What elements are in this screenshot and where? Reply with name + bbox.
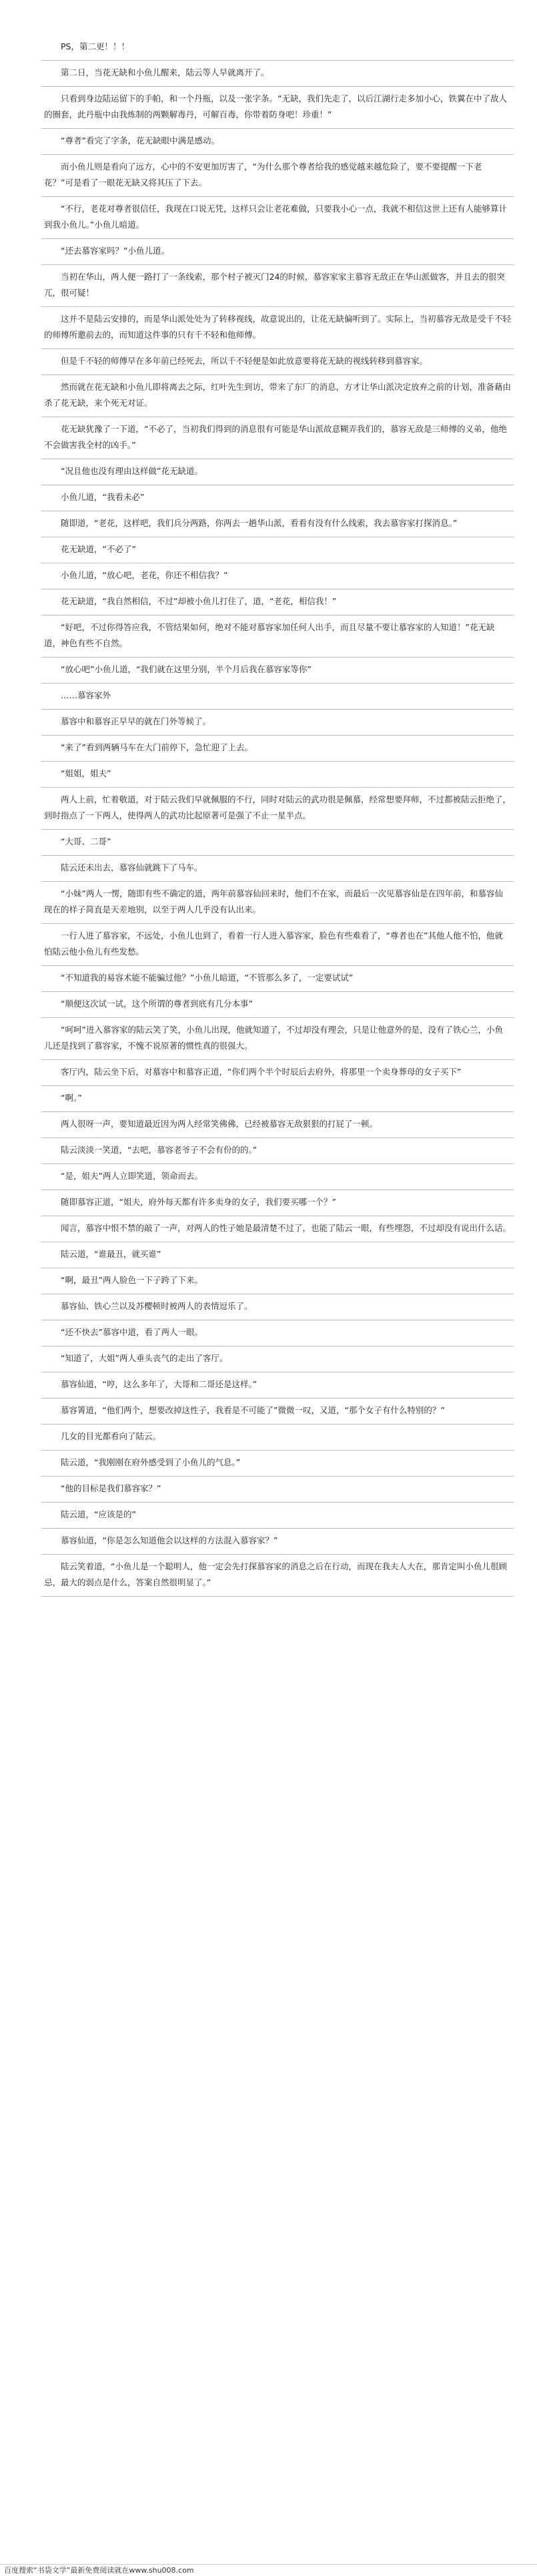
paragraph: 陆云淡淡一笑道，“去吧，慕容老爷子不会有份的的。” [41,1138,514,1164]
paragraph: “是，姐夫”两人立即笑道，领命而去。 [41,1164,514,1190]
paragraph: 慕容仙、铁心兰以及苏樱顿时被两人的表情逗乐了。 [41,1294,514,1320]
paragraph: “啊。” [41,1086,514,1112]
paragraph: 两人上前，忙着敬道，对于陆云我们早就佩服的不行，同时对陆云的武功很是佩慕，经常想要拜师，不过都被陆云拒绝了，到时指点了一下两人，使得两人的武功比起原著可是强了不止一星半点。 [41,788,514,830]
footer-text: 百度搜索“书袋文学”最新免费阅读就在www.shu008.com [4,2566,194,2575]
paragraph: 陆云笑着道，“小鱼儿是一个聪明人，他一定会先打探慕容家的消息之后在行动，而现在我夫人大在，那肯定叫小鱼儿很顾忌，最大的弱点是什么，答案自然很明显了。” [41,1555,514,1597]
paragraph: “他的目标是我们慕容家？” [41,1477,514,1503]
paragraph: PS，第二更！！！ [41,35,514,61]
paragraph: “姐姐，姐夫” [41,762,514,788]
paragraph: 陆云还未出去，慕容仙就跳下了马车。 [41,856,514,882]
paragraph: 只看到身边陆运留下的手帕，和一个丹瓶，以及一张字条。“无缺，我们先走了，以后江湖行走多加小心，铁翼在中了敌人的圈套，此丹瓶中由我炼制的两颗解毒丹，可解百毒，你带着防身吧！珍重！” [41,87,514,129]
paragraph: “尊者”看完了字条，花无缺眼中满是感动。 [41,129,514,155]
paragraph: “好吧，不过你得答应我，不管结果如何，绝对不能对慕容家加任何人出手，而且尽量不要让慕容家的人知道！”花无缺道，神色有些不自然。 [41,615,514,658]
site-footer [0,2564,537,2576]
paragraph: 慕容仙道，“你是怎么知道他会以这样的方法混入慕容家？” [41,1529,514,1555]
paragraph: 几女的目光都看向了陆云。 [41,1425,514,1451]
paragraph: “不知道我的易容术能不能骗过他？”小鱼儿暗道，“不管那么多了，一定要试试” [41,966,514,992]
paragraph: 慕容中和慕容正早早的就在门外等候了。 [41,710,514,736]
paragraph: “还去慕容家吗？”小鱼儿道。 [41,239,514,265]
paragraph: 随即慕容正道，“姐夫，府外每天都有许多卖身的女子，我们要买哪一个？” [41,1190,514,1216]
paragraph: 花无缺道，“我自然相信，不过”却被小鱼儿打住了，道，“老花，相信我！” [41,589,514,615]
paragraph: “不行，老花对尊者很信任，我现在口说无凭，这样只会让老花难做，只要我小心一点，我就不相信这世上还有人能够算计到我小鱼儿。”小鱼儿暗道。 [41,197,514,239]
paragraph: “呵呵”进入慕容家的陆云笑了笑，小鱼儿出现，他就知道了，不过却没有理会，只是让他意外的是，没有了铁心兰，小鱼儿还是找到了慕容家，不愧不说原著的惯性真的很强大。 [41,1018,514,1060]
paragraph: 陆云道，“谁最丑，就买谁” [41,1242,514,1268]
paragraph: “小妹”两人一愣，随即有些不确定的道，两年前慕容仙回来时，他们不在家，而最后一次见慕容仙是在四年前，和慕容仙现在的样子简直是天差地别，以至于两人几乎没有认出来。 [41,882,514,924]
paragraph: 花无缺犹豫了一下道，“不必了，当初我们得到的消息很有可能是华山派故意糊弄我们的，慕容无敌是三师傅的义弟，他绝不会做害我全村的凶手。” [41,417,514,459]
paragraph: 这并不是陆云安排的，而是华山派处处为了转移视线，故意说出的，让花无缺偏听到了。实际上，当初慕容无敌是受千不轻的师傅所邀前去的，而知道这件事的只有千不轻和他师傅。 [41,307,514,349]
paragraph: ……慕容家外 [41,684,514,710]
paragraph: “顺便这次试一试，这个所谓的尊者到底有几分本事” [41,992,514,1018]
paragraph: “还不快去”慕容中道，看了两人一眼。 [41,1320,514,1346]
paragraph: 花无缺道，“不必了” [41,537,514,563]
paragraph: “况且他也没有理由这样做”花无缺道。 [41,459,514,485]
paragraph: 慕容箐道，“他们两个，想要改掉这性子，我看是不可能了”微微一叹，又道，“那个女子有什么特别的？” [41,1398,514,1425]
paragraph: “知道了，大姐”两人垂头丧气的走出了客厅。 [41,1346,514,1372]
paragraph: 当初在华山，两人便一路打了一条线索，那个村子被灭门24的时候，慕容家家主慕容无敌正在华山派做客，并且去的很突兀，很可疑！ [41,265,514,307]
paragraph: 而小鱼儿则是看向了远方，心中的不安更加厉害了，“为什么那个尊者给我的感觉越来越危险了，要不要提醒一下老花？”可是看了一眼花无缺又将其压了下去。 [41,155,514,197]
paragraph: 然而就在花无缺和小鱼儿即将离去之际，红叶先生到访，带来了东厂的消息，方才让华山派决定放弃之前的计划，准备藉由杀了花无缺，来个死无对证。 [41,375,514,417]
paragraph: 闻言，慕容中恨不禁的敲了一声，对两人的性子她是最清楚不过了，也能了陆云一眼，有些埋怨，不过却没有说出什么话。 [41,1216,514,1242]
paragraph: 第二日，当花无缺和小鱼儿醒来，陆云等人早就离开了。 [41,61,514,87]
paragraph: 随即道，“老花，这样吧，我们兵分两路，你两去一趟华山派，看看有没有什么线索，我去慕容家打探消息。” [41,511,514,537]
paragraph: 两人很呀一声，要知道最近因为两人经常笑佛佛，已经被慕容无敌狠狠的打屁了一顿。 [41,1112,514,1138]
paragraph: “大哥、二哥” [41,830,514,856]
paragraph: 客厅内，陆云坐下后，对慕容中和慕容正道，“你们两个半个时辰后去府外，将那里一个卖身葬母的女子买下” [41,1060,514,1086]
chapter-body [41,35,514,1597]
paragraph: 小鱼儿道，“我看未必” [41,485,514,511]
paragraph: 慕容仙道，“哼，这么多年了，大哥和二哥还是这样。” [41,1372,514,1398]
paragraph: 小鱼儿道，“放心吧，老花，你还不相信我？” [41,563,514,589]
paragraph: 陆云道，“我刚刚在府外感受到了小鱼儿的气息。” [41,1451,514,1477]
paragraph: 一行人进了慕容家，不远处，小鱼儿也到了，看着一行人进入慕容家，脸色有些难看了，“尊者也在”其他人他不怕，他就怕陆云他小鱼儿有些发愁。 [41,924,514,966]
paragraph: 陆云道，“应该是的” [41,1503,514,1529]
paragraph: “放心吧”小鱼儿道，“我们就在这里分别，半个月后我在慕容家等你” [41,658,514,684]
paragraph: “啊，最丑”两人脸色一下子跨了下来。 [41,1268,514,1294]
paragraph: “来了”看到两辆马车在大门前停下，急忙迎了上去。 [41,736,514,762]
paragraph: 但是千不轻的师傅早在多年前已经死去，所以千不轻便是如此放意要将花无缺的视线转移到慕容家。 [41,349,514,375]
